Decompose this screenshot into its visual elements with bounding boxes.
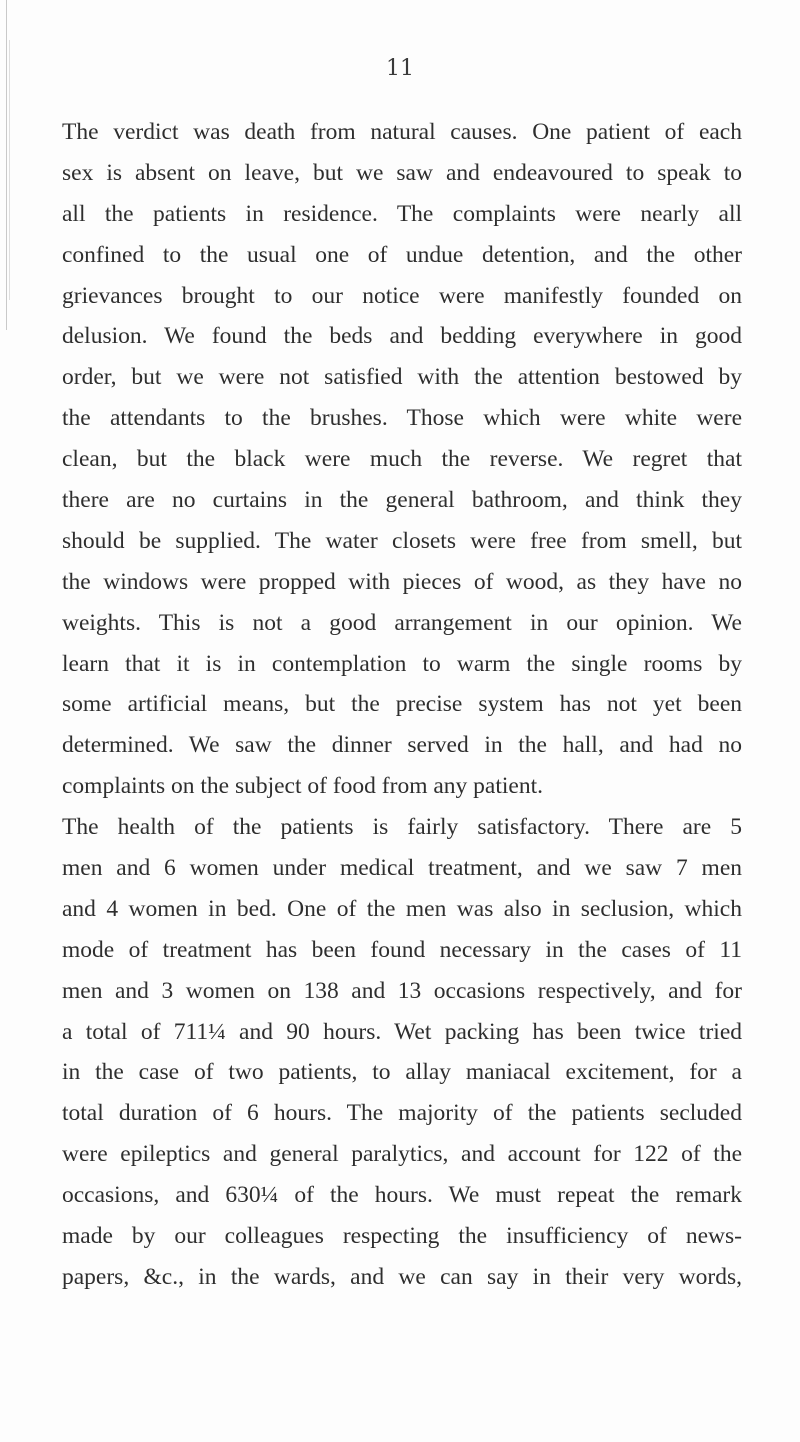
text-line: mode of treatment has been found necessary in the cases of 11 <box>62 936 742 963</box>
text-line: learn that it is in contemplation to warm the single rooms by <box>62 650 742 677</box>
text-line: occasions, and 630¼ of the hours. We must repeat the remark <box>62 1182 742 1209</box>
text-line: weights. This is not a good arrangement in our opinion. We <box>62 609 742 636</box>
text-line: made by our colleagues respecting the insufficiency of news- <box>62 1223 742 1250</box>
text-line: all the patients in residence. The complaints were nearly all <box>62 200 742 227</box>
text-line: men and 6 women under medical treatment, and we saw 7 men <box>62 855 742 882</box>
text-line: the windows were propped with pieces of wood, as they have no <box>62 568 742 595</box>
text-line: should be supplied. The water closets were free from smell, but <box>62 527 742 554</box>
page-number: 11 <box>386 56 414 81</box>
text-line: papers, &c., in the wards, and we can say in their very words, <box>62 1263 742 1290</box>
text-line: clean, but the black were much the reverse. We regret that <box>62 446 742 473</box>
text-line: The verdict was death from natural causes. One patient of each <box>62 119 742 145</box>
text-line: total duration of 6 hours. The majority of the patients secluded <box>62 1100 742 1127</box>
text-line-paragraph-start: The health of the patients is fairly satisfactory. There are 5 <box>62 814 742 841</box>
text-line: delusion. We found the beds and bedding everywhere in good <box>62 323 742 350</box>
text-line: the attendants to the brushes. Those which were white were <box>62 405 742 432</box>
text-line: in the case of two patients, to allay maniacal excitement, for a <box>62 1059 742 1086</box>
text-line: and 4 women in bed. One of the men was also in seclusion, which <box>62 895 742 922</box>
text-line-paragraph-end: complaints on the subject of food from any patient. <box>62 773 543 800</box>
text-line: some artificial means, but the precise system has not yet been <box>62 691 742 718</box>
text-line: grievances brought to our notice were manifestly founded on <box>62 282 742 309</box>
text-line: men and 3 women on 138 and 13 occasions respectively, and for <box>62 977 742 1004</box>
text-line: a total of 711¼ and 90 hours. Wet packing has been twice tried <box>62 1018 742 1045</box>
text-line: were epileptics and general paralytics, and account for 122 of the <box>62 1141 742 1168</box>
text-line: confined to the usual one of undue detention, and the other <box>62 241 742 268</box>
text-line: order, but we were not satisfied with the attention bestowed by <box>62 364 742 391</box>
text-line: there are no curtains in the general bathroom, and think they <box>62 487 742 514</box>
page-edge-shadow <box>6 0 7 330</box>
body-text <box>62 112 742 1298</box>
text-line: sex is absent on leave, but we saw and endeavoured to speak to <box>62 159 742 186</box>
text-line: determined. We saw the dinner served in the hall, and had no <box>62 732 742 759</box>
